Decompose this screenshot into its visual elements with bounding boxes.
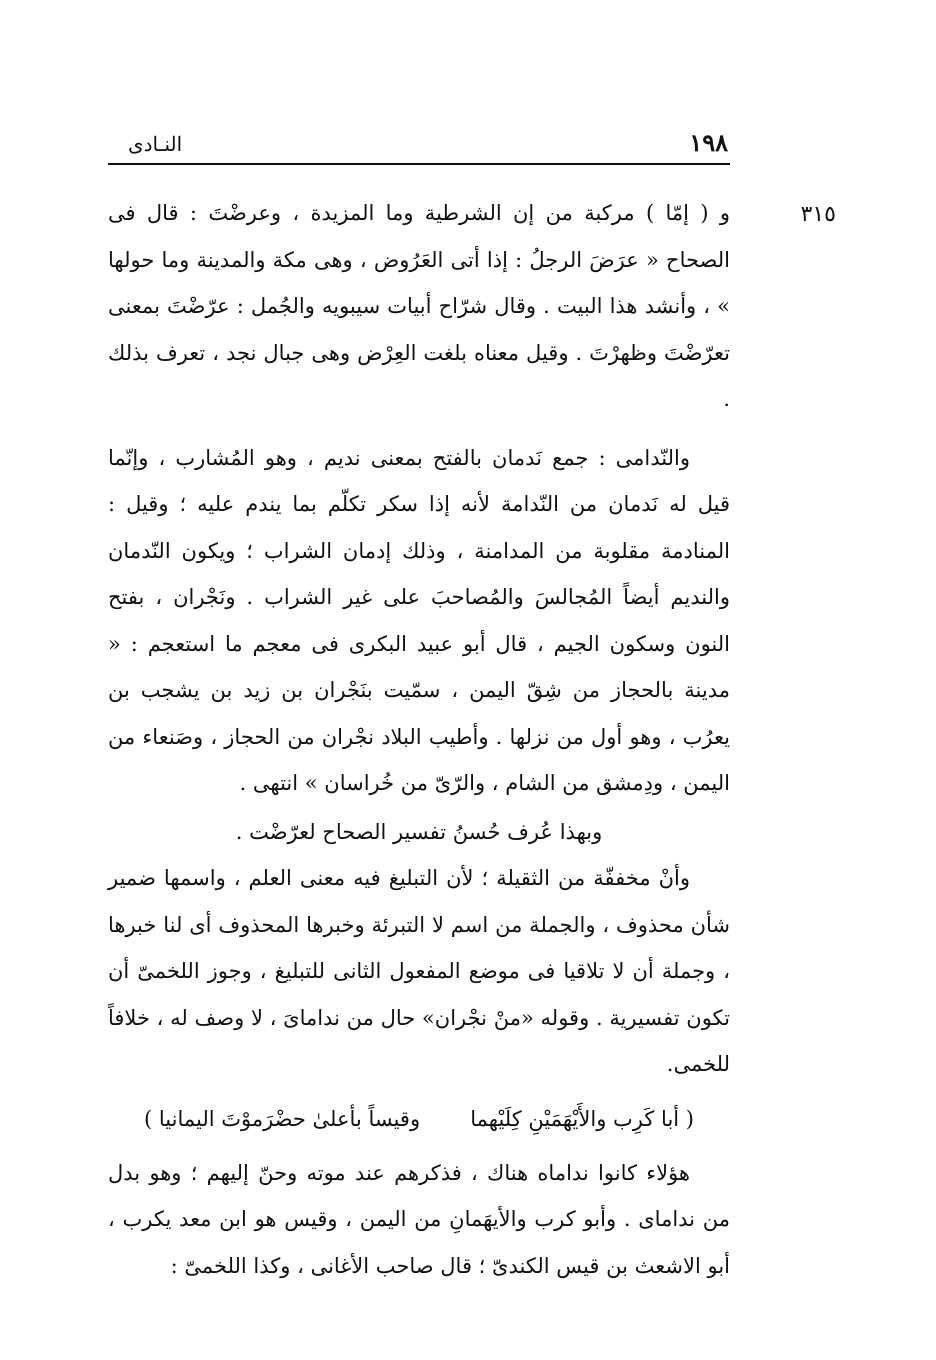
- page-header: [108, 128, 728, 158]
- header-rule: [108, 163, 730, 165]
- running-title: النـادى: [128, 132, 183, 156]
- paragraph-2: والنّدامى : جمع نَدمان بالفتح بمعنى نديم ، وهو المُشارب ، وإنّما قيل له نَدمان من النّدامة لأنه إذا سكر تكلّم بما يندم عليه ؛ وقيل : المنادمة مقلوبة من المدامنة ، وذلك إدمان الشراب ؛ ويكون النّدمان والنديم أيضاً المُجالسَ والمُصاحبَ على غير الشراب . ونَجْران ، بفتح النون وسكون الجيم ، قال أبو عبيد البكرى فى معجم ما استعجم : « مدينة بالحجاز من شِقّ اليمن ، سمّيت بنَجْران بن زيد بن يشجب بن يعرُب ، وهو أول من نزلها . وأطيب البلاد نجْران من الحجاز ، وصَنعاء من اليمن ، ودِمشق من الشام ، والرّىّ من خُراسان » انتهى .: [108, 445, 730, 795]
- verse-number: ٣١٥: [800, 202, 836, 227]
- paragraph-1: و ( إمّا ) مركبة من إن الشرطية وما المزيدة ، وعرضْتَ : قال فى الصحاح « عرَضَ الرجلُ : إذا أتى العَرُوض ، وهى مكة والمدينة وما حولها » ، وأنشد هذا البيت . وقال شرّاح أبيات سيبويه والجُمل : عرّضْتَ بمعنى تعرّضْتَ وظهرْتَ . وقيل معناه بلغت العِرْض وهى جبال نجد ، تعرف بذلك .: [108, 201, 730, 411]
- verse-first-hemistich: ( أبا كَرِب والأَيْهَمَيْنِ كِلَيْهما: [470, 1106, 694, 1131]
- paragraph-5: هؤلاء كانوا نداماه هناك ، فذكرهم عند موته وحنّ إليهم ؛ وهو بدل من نداماى . وأبو كرب والأيهَمانِ من اليمن ، وقيس هو ابن معد يكرب ، أبو الاشعث بن قيس الكندىّ ؛ قال صاحب الأغانى ، وكذا اللخمىّ :: [108, 1160, 730, 1278]
- paragraph-3: وبهذا عُرف حُسنُ تفسير الصحاح لعرّضْت .: [235, 819, 603, 844]
- poem-verse: [108, 1096, 730, 1142]
- paragraph-4: وأنْ مخففّة من الثقيلة ؛ لأن التبليغ فيه معنى العلم ، واسمها ضمير شأن محذوف ، والجملة من اسم لا التبرئة وخبرها المحذوف أى لنا خبرها ، وجملة أن لا تلاقيا فى موضع المفعول الثانى للتبليغ ، وجوز اللخمىّ أن تكون تفسيرية . وقوله «منْ نجْران» حال من نداماىَ ، لا وصف له ، خلافاً للخمى.: [108, 866, 730, 1076]
- body-text: [108, 190, 730, 1289]
- verse-second-hemistich: وقيساً بأعلىٰ حضْرَموْتَ اليمانيا ): [144, 1106, 421, 1131]
- page-number: ١٩٨: [689, 128, 728, 157]
